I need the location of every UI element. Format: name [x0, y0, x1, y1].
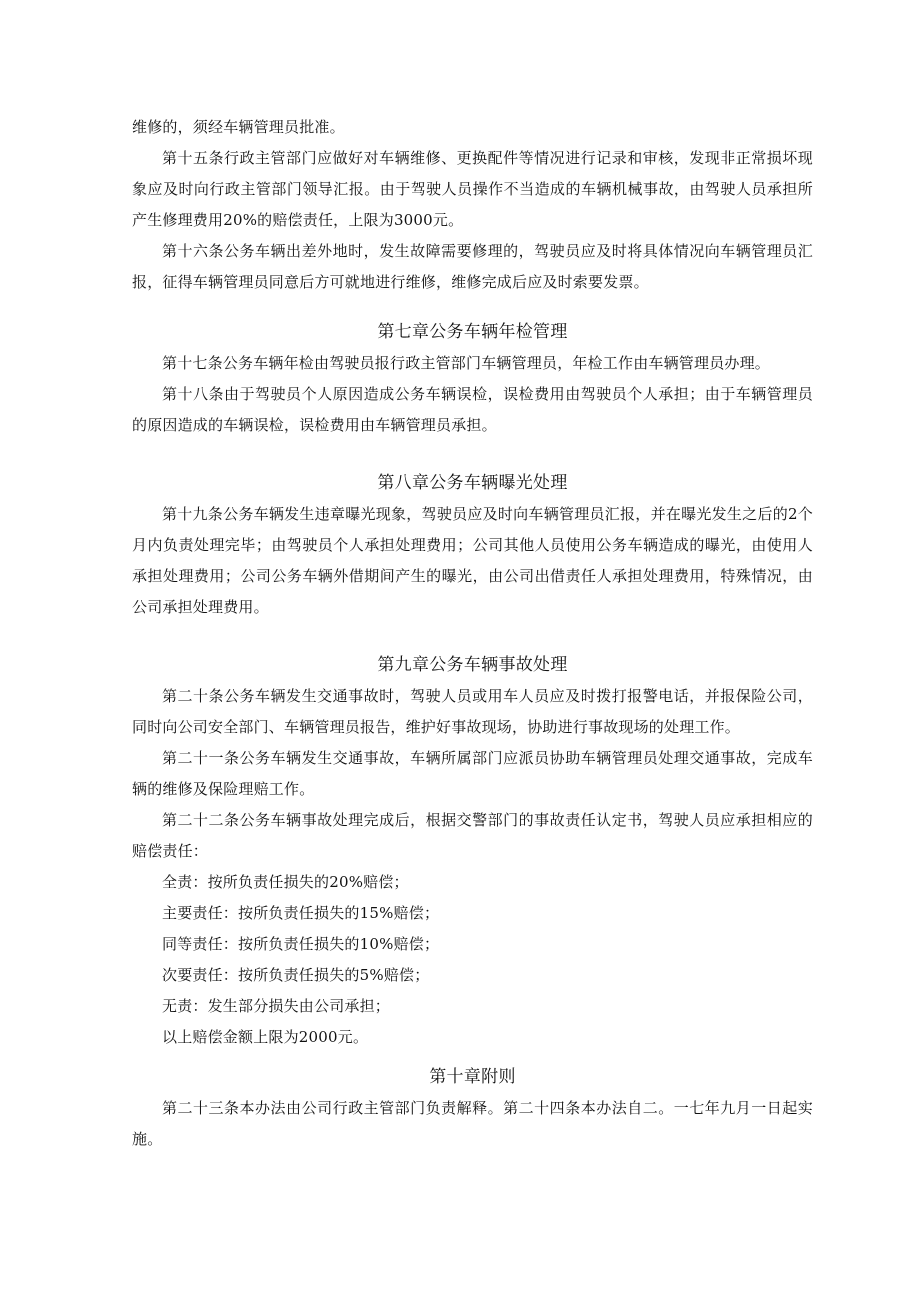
chapter-8-title: 第八章公务车辆曝光处理 — [377, 473, 568, 493]
liability-cap: 以上赔偿金额上限为2000元。 — [162, 1028, 369, 1046]
article-23-24: 第二十三条本办法由公司行政主管部门负责解释。第二十四条本办法自二。一七年九月一日起实施。 — [132, 1099, 813, 1148]
chapter-7-title: 第七章公务车辆年检管理 — [377, 322, 568, 342]
liability-item-equal: 同等责任：按所负责任损失的10%赔偿； — [162, 935, 440, 953]
article-17: 第十七条公务车辆年检由驾驶员报行政主管部门车辆管理员，年检工作由车辆管理员办理。 — [162, 354, 771, 372]
article-16: 第十六条公务车辆出差外地时，发生故障需要修理的，驾驶员应及时将具体情况向车辆管理员汇报，征得车辆管理员同意后方可就地进行维修，维修完成后应及时索要发票。 — [132, 242, 813, 291]
article-20: 第二十条公务车辆发生交通事故时，驾驶人员或用车人员应及时拨打报警电话，并报保险公司，同时向公司安全部门、车辆管理员报告，维护好事故现场，协助进行事故现场的处理工作。 — [132, 687, 813, 736]
article-15: 第十五条行政主管部门应做好对车辆维修、更换配件等情况进行记录和审核，发现非正常损坏现象应及时向行政主管部门领导汇报。由于驾驶人员操作不当造成的车辆机械事故，由驾驶人员承担所产生修理费用20%的赔偿责任，上限为3000元。 — [132, 149, 813, 229]
liability-item-full: 全责：按所负责任损失的20%赔偿； — [162, 873, 409, 891]
article-22: 第二十二条公务车辆事故处理完成后，根据交警部门的事故责任认定书，驾驶人员应承担相应的赔偿责任： — [132, 811, 813, 860]
paragraph-intro-continuation: 维修的，须经车辆管理员批准。 — [132, 118, 345, 136]
document-page — [132, 112, 813, 1155]
liability-item-none: 无责：发生部分损失由公司承担； — [162, 997, 391, 1015]
article-19: 第十九条公务车辆发生违章曝光现象，驾驶员应及时向车辆管理员汇报，并在曝光发生之后的2个月内负责处理完毕；由驾驶员个人承担处理费用；公司其他人员使用公务车辆造成的曝光，由使用人承担处理费用；公司公务车辆外借期间产生的曝光，由公司出借责任人承担处理费用，特殊情况，由公司承担处理费用。 — [132, 505, 813, 616]
article-18: 第十八条由于驾驶员个人原因造成公务车辆误检，误检费用由驾驶员个人承担；由于车辆管理员的原因造成的车辆误检，误检费用由车辆管理员承担。 — [132, 385, 813, 434]
chapter-9-title: 第九章公务车辆事故处理 — [377, 655, 568, 675]
article-21: 第二十一条公务车辆发生交通事故，车辆所属部门应派员协助车辆管理员处理交通事故，完成车辆的维修及保险理赔工作。 — [132, 749, 813, 798]
chapter-10-title: 第十章附则 — [429, 1067, 516, 1087]
liability-item-minor: 次要责任：按所负责任损失的5%赔偿； — [162, 966, 430, 984]
liability-item-major: 主要责任：按所负责任损失的15%赔偿； — [162, 904, 440, 922]
